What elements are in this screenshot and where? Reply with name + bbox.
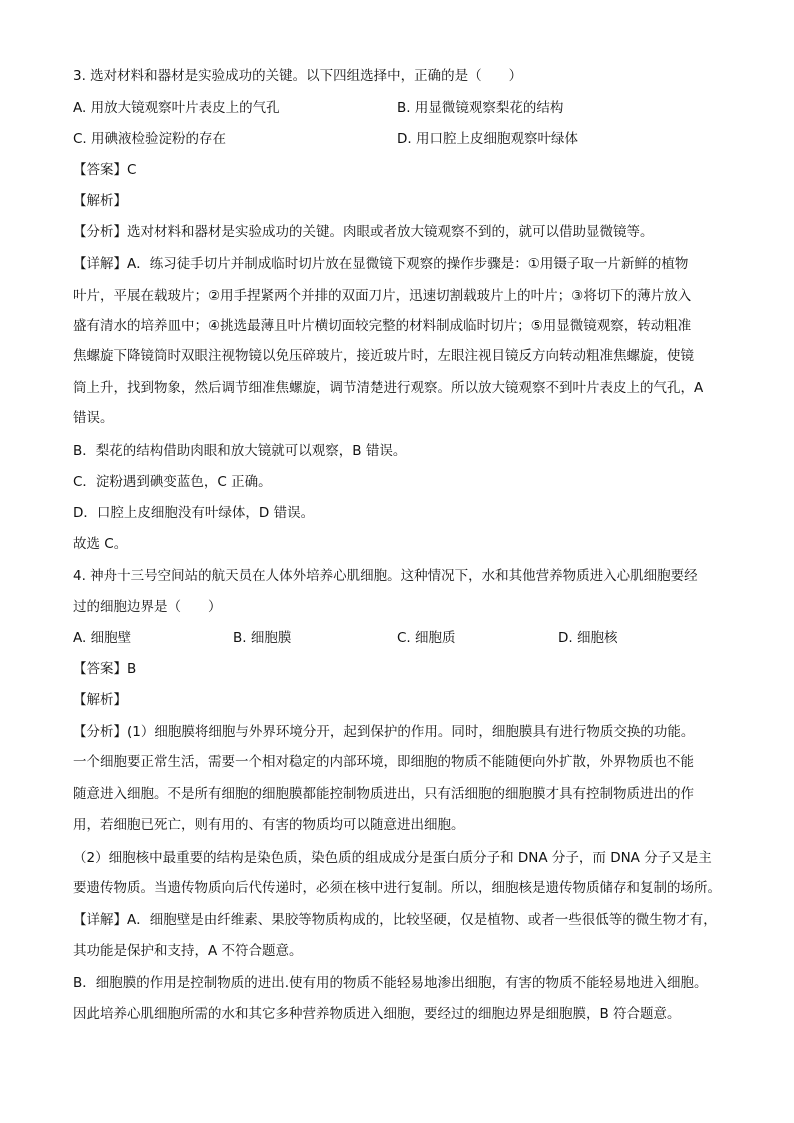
q3-analysis-line: 叶片，平展在载玻片；②用手捏紧两个并排的双面刀片，迅速切割载玻片上的叶片；③将切下的薄片放入 (73, 288, 692, 304)
q3-stem: 3. 选对材料和器材是实验成功的关键。以下四组选择中，正确的是（ ） (73, 68, 523, 84)
q4-analysis-line: 要遗传物质。当遗传物质向后代传递时，必须在核中进行复制。所以，细胞核是遗传物质储存和复制的场所。 (73, 880, 721, 896)
q4-stem: 4. 神舟十三号空间站的航天员在人体外培养心肌细胞。这种情况下，水和其他营养物质进入心肌细胞要经 (73, 568, 698, 584)
q3-analysis-line: B．梨花的结构借助肉眼和放大镜就可以观察，B 错误。 (73, 443, 407, 459)
q4-option-c: C. 细胞质 (397, 630, 456, 646)
q4-analysis-line: 用，若细胞已死亡，则有用的、有害的物质均可以随意进出细胞。 (73, 817, 465, 833)
q3-analysis-line: 错误。 (73, 410, 114, 426)
q3-analysis-line: D．口腔上皮细胞没有叶绿体，D 错误。 (73, 505, 315, 521)
q3-analysis-line: 筒上升，找到物象，然后调节细准焦螺旋，调节清楚进行观察。所以放大镜观察不到叶片表皮上的气孔，A (73, 380, 704, 396)
q3-analysis-line: 焦螺旋下降镜筒时双眼注视物镜以免压碎玻片，接近玻片时，左眼注视目镜反方向转动粗准焦螺旋，使镜 (73, 348, 694, 364)
q3-analysis-line: C．淀粉遇到碘变蓝色，C 正确。 (73, 474, 272, 490)
q3-answer: 【答案】C (73, 162, 137, 178)
q4-answer: 【答案】B (73, 661, 137, 677)
q4-option-a: A. 细胞壁 (73, 630, 132, 646)
q3-option-a: A. 用放大镜观察叶片表皮上的气孔 (73, 100, 280, 116)
q4-stem: 过的细胞边界是（ ） (73, 599, 222, 615)
q4-analysis-line: 【详解】A．细胞壁是由纤维素、果胶等物质构成的，比较坚硬，仅是植物、或者一些很低等的微生物才有， (73, 912, 717, 928)
q4-option-b: B. 细胞膜 (233, 630, 292, 646)
q3-option-b: B. 用显微镜观察梨花的结构 (397, 100, 564, 116)
q4-analysis-line: B．细胞膜的作用是控制物质的进出.使有用的物质不能轻易地渗出细胞，有害的物质不能轻易地进入细胞。 (73, 975, 708, 991)
q3-option-d: D. 用口腔上皮细胞观察叶绿体 (397, 131, 578, 147)
q4-analysis-line: 【分析】(1）细胞膜将细胞与外界环境分开，起到保护的作用。同时，细胞膜具有进行物质交换的功能。 (73, 724, 695, 740)
q3-analysis-line: 故选 C。 (73, 536, 128, 552)
q4-analysis-line: 其功能是保护和支持，A 不符合题意。 (73, 943, 303, 959)
q4-analysis-line: 随意进入细胞。不是所有细胞的细胞膜都能控制物质进出，只有活细胞的细胞膜才具有控制物质进出的作 (73, 786, 694, 802)
q3-analysis-label: 【解析】 (73, 193, 127, 209)
q4-analysis-line: （2）细胞核中最重要的结构是染色质，染色质的组成成分是蛋白质分子和 DNA 分子，而 DNA 分子又是主 (73, 850, 712, 866)
q4-analysis-line: 因此培养心肌细胞所需的水和其它多种营养物质进入细胞，要经过的细胞边界是细胞膜，B 符合题意。 (73, 1006, 681, 1022)
q4-option-d: D. 细胞核 (558, 630, 618, 646)
q3-analysis-line: 盛有清水的培养皿中；④挑选最薄且叶片横切面较完整的材料制成临时切片；⑤用显微镜观察，转动粗准 (73, 318, 692, 334)
q3-analysis-line: 【分析】选对材料和器材是实验成功的关键。肉眼或者放大镜观察不到的，就可以借助显微镜等。 (73, 224, 654, 240)
q4-analysis-line: 一个细胞要正常生活，需要一个相对稳定的内部环境，即细胞的物质不能随便向外扩散，外界物质也不能 (73, 754, 694, 770)
q3-analysis-line: 【详解】A．练习徒手切片并制成临时切片放在显微镜下观察的操作步骤是：①用镊子取一片新鲜的植物 (73, 256, 689, 272)
q3-option-c: C. 用碘液检验淀粉的存在 (73, 131, 227, 147)
q4-analysis-label: 【解析】 (73, 692, 127, 708)
